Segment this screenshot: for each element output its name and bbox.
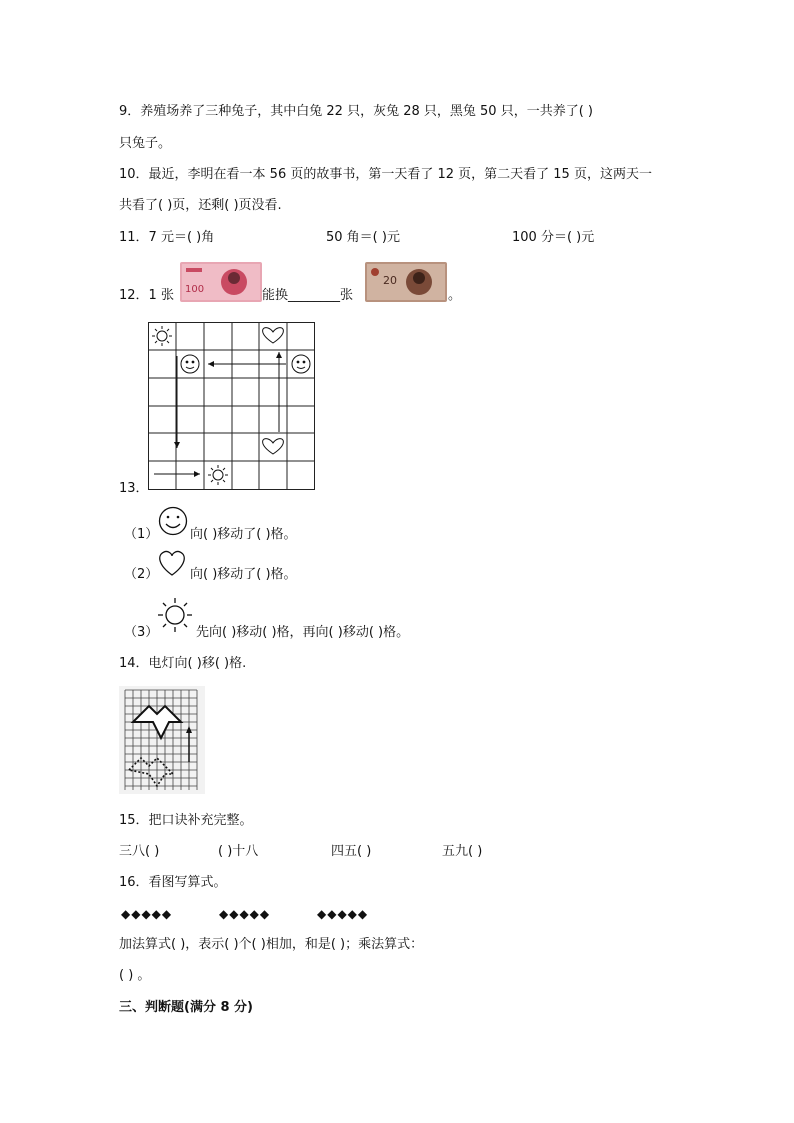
q14-text: 14．电灯向( )移( )格. [119, 656, 247, 671]
q13-label: 13． [119, 481, 149, 496]
sun-icon [156, 596, 194, 634]
banknote-20-value: 20 [383, 274, 397, 287]
q12-middle: 能换________张 [262, 288, 354, 303]
diamond-group-1: ◆◆◆◆◆ [121, 907, 173, 921]
heart-icon [263, 328, 284, 343]
q13-sub2-text: 向( )移动了( )格。 [190, 567, 297, 582]
banknote-100-value: 100 [185, 284, 205, 295]
q9-line1: 9．养殖场养了三种兔子，其中白兔 22 只，灰兔 28 只，黑兔 50 只，一共养了( ) [119, 104, 593, 119]
q10-line1: 10．最近，李明在看一本 56 页的故事书，第一天看了 12 页，第二天看了 15 页，这两天一 [119, 167, 652, 182]
q16-line1: 加法算式( )，表示( )个( )相加，和是( )；乘法算式： [119, 937, 424, 952]
q13-sub1-text: 向( )移动了( )格。 [190, 527, 297, 542]
heart-icon [263, 439, 284, 454]
q15-item-4: 五九( ) [442, 844, 483, 859]
q11-part3: 100 分＝( )元 [512, 230, 595, 245]
smiley-icon [181, 355, 199, 373]
q15-item-2: ( )十八 [218, 844, 259, 859]
q13-sub3-text: 先向( )移动( )格，再向( )移动( )格。 [196, 625, 410, 640]
q13-sub1-num: （1） [124, 527, 159, 542]
q10-line2: 共看了( )页，还剩( )页没看. [119, 198, 282, 213]
diamond-group-3: ◆◆◆◆◆ [317, 907, 369, 921]
q16-text: 16．看图写算式。 [119, 875, 227, 890]
q13-sub3-num: （3） [124, 625, 159, 640]
q15-text: 15．把口诀补充完整。 [119, 813, 253, 828]
section3-title: 三、判断题(满分 8 分) [119, 1000, 253, 1015]
q11-part2: 50 角＝( )元 [326, 230, 400, 245]
q11-part1: 11．7 元＝( )角 [119, 230, 215, 245]
smiley-icon [292, 355, 310, 373]
q9-line2: 只兔子。 [119, 136, 172, 151]
arrow-down-icon [174, 442, 180, 448]
banknote-100-image [180, 262, 262, 302]
sun-icon [208, 465, 228, 485]
q14-lamp-grid-figure [119, 686, 205, 794]
arrow-up-icon [276, 352, 282, 358]
diamond-group-2: ◆◆◆◆◆ [219, 907, 271, 921]
q16-line2: ( ) 。 [119, 968, 151, 983]
smiley-icon [158, 506, 188, 536]
q15-item-1: 三八( ) [119, 844, 160, 859]
q12-suffix: 。 [448, 288, 462, 303]
arrow-left-icon [208, 361, 214, 367]
q13-grid-figure [148, 322, 315, 490]
heart-icon [156, 549, 188, 577]
arrow-right-icon [194, 471, 200, 477]
q12-prefix: 12．1 张 [119, 288, 174, 303]
q13-sub2-num: （2） [124, 567, 159, 582]
banknote-20-image [365, 262, 447, 302]
sun-icon [152, 326, 172, 346]
q15-item-3: 四五( ) [331, 844, 372, 859]
